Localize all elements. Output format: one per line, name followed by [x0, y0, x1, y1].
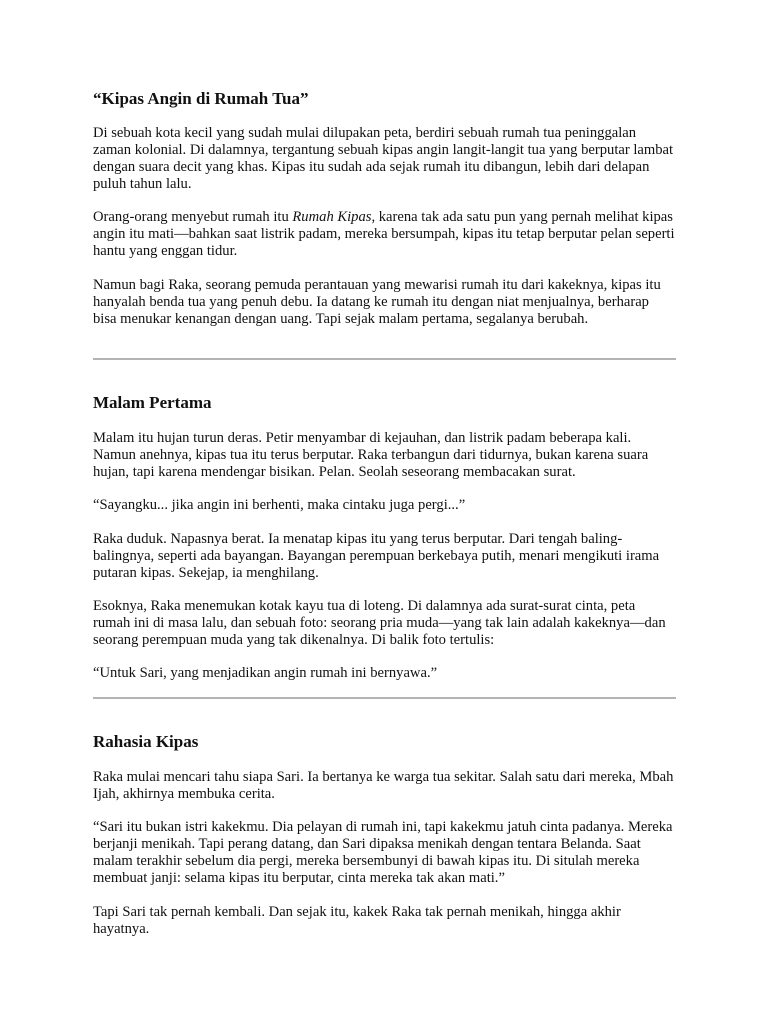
- intro-paragraph: Namun bagi Raka, seorang pemuda perantauan yang mewarisi rumah itu dari kakeknya, kipas itu hanyalah benda tua yang penuh debu. Ia datang ke rumah itu dengan niat menjualnya, berharap bisa menukar kenangan dengan uang. Tapi sejak malam pertama, segalanya berubah.: [93, 277, 661, 327]
- intro-text: , karena tak ada satu pun yang pernah melihat kipas angin itu mati—bahkan saat listrik padam, mereka bersumpah, kipas itu tetap berputar pelan seperti hantu yang enggan tidur.: [93, 209, 675, 259]
- section-paragraph: Tapi Sari tak pernah kembali. Dan sejak itu, kakek Raka tak pernah menikah, hingga akhir hayatnya.: [93, 904, 621, 937]
- section-divider: [93, 358, 676, 360]
- section-paragraph: Raka duduk. Napasnya berat. Ia menatap kipas itu yang terus berputar. Dari tengah baling-balingnya, seperti ada bayangan. Bayangan perempuan berkebaya putih, menari mengikuti irama putaran kipas. Sekejap, ia menghilang.: [93, 531, 660, 581]
- section-paragraph: “Sayangku... jika angin ini berhenti, maka cintaku juga pergi...”: [93, 497, 466, 513]
- section-paragraph: Raka mulai mencari tahu siapa Sari. Ia bertanya ke warga tua sekitar. Salah satu dari mereka, Mbah Ijah, akhirnya membuka cerita.: [93, 769, 674, 802]
- section-paragraph: Esoknya, Raka menemukan kotak kayu tua di loteng. Di dalamnya ada surat-surat cinta, peta rumah ini di masa lalu, dan sebuah foto: seorang pria muda—yang tak lain adalah kakeknya—dan seorang perempuan muda yang tak dikenalnya. Di balik foto tertulis:: [93, 598, 666, 648]
- section-heading: Malam Pertama: [93, 393, 212, 412]
- intro-paragraph: [93, 209, 676, 260]
- section-divider: [93, 697, 676, 699]
- section-paragraph: “Untuk Sari, yang menjadikan angin rumah ini bernyawa.”: [93, 665, 438, 681]
- emphasis-text: Rumah Kipas: [292, 209, 372, 225]
- intro-paragraph: Di sebuah kota kecil yang sudah mulai dilupakan peta, berdiri sebuah rumah tua peninggalan zaman kolonial. Di dalamnya, tergantung sebuah kipas angin langit-langit tua yang berputar lambat dengan suara decit yang khas. Kipas itu sudah ada sejak rumah itu dibangun, lebih dari delapan puluh tahun lalu.: [93, 125, 674, 192]
- document-title: “Kipas Angin di Rumah Tua”: [93, 89, 309, 108]
- section-heading: Rahasia Kipas: [93, 732, 199, 751]
- section-paragraph: Malam itu hujan turun deras. Petir menyambar di kejauhan, dan listrik padam beberapa kali. Namun anehnya, kipas tua itu terus berputar. Raka terbangun dari tidurnya, bukan karena suara hujan, tapi karena mendengar bisikan. Pelan. Seolah seseorang membacakan surat.: [93, 430, 649, 480]
- section-paragraph: “Sari itu bukan istri kakekmu. Dia pelayan di rumah ini, tapi kakekmu jatuh cinta padanya. Mereka berjanji menikah. Tapi perang datang, dan Sari dipaksa menikah dengan tentara Belanda. Saat malam terakhir sebelum dia pergi, mereka bersembunyi di bawah kipas itu. Di situlah mereka membuat janji: selama kipas itu berputar, cinta mereka tak akan mati.”: [93, 819, 673, 886]
- intro-text: Orang-orang menyebut rumah itu: [93, 209, 293, 225]
